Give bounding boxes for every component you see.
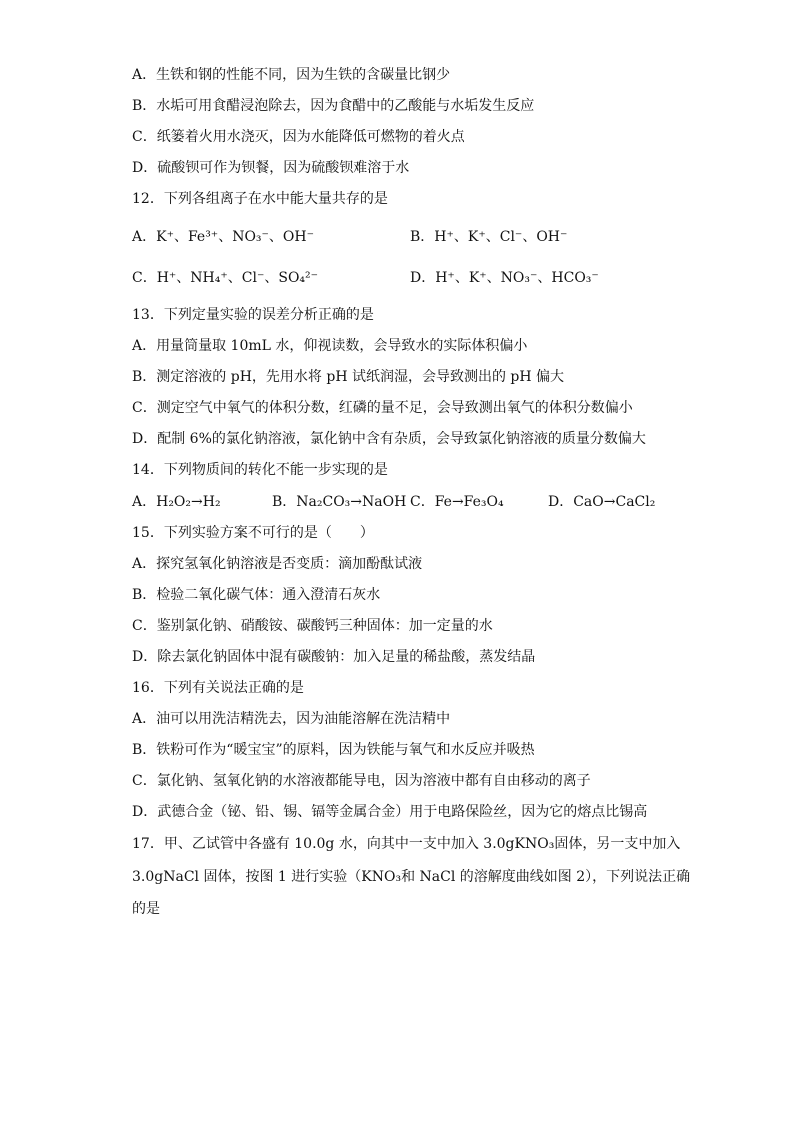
q15-option-c: C．鉴别氯化钠、硝酸铵、碳酸钙三种固体：加一定量的水 bbox=[132, 618, 493, 634]
q13-stem: 13．下列定量实验的误差分析正确的是 bbox=[132, 307, 374, 323]
q15-option-b: B．检验二氧化碳气体：通入澄清石灰水 bbox=[132, 587, 381, 603]
q14-option-b: B．Na₂CO₃→NaOH bbox=[272, 494, 407, 510]
q16-option-b: B．铁粉可作为“暖宝宝”的原料，因为铁能与氧气和水反应并吸热 bbox=[132, 742, 535, 758]
q16-option-a: A．油可以用洗洁精洗去，因为油能溶解在洗洁精中 bbox=[132, 711, 451, 727]
q14-option-a: A．H₂O₂→H₂ bbox=[132, 494, 221, 510]
q12-option-a: A．K⁺、Fe³⁺、NO₃⁻、OH⁻ bbox=[132, 229, 314, 245]
q17-stem-line1: 17．甲、乙试管中各盛有 10.0g 水，向其中一支中加入 3.0gKNO₃固体，另一支中加入 bbox=[132, 836, 681, 852]
q13-option-b: B．测定溶液的 pH，先用水将 pH 试纸润湿，会导致测出的 pH 偏大 bbox=[132, 369, 565, 385]
q14-option-c: C．Fe→Fe₃O₄ bbox=[410, 494, 504, 510]
q15-option-a: A．探究氢氧化钠溶液是否变质：滴加酚酞试液 bbox=[132, 556, 423, 572]
q11-option-a: A．生铁和钢的性能不同，因为生铁的含碳量比钢少 bbox=[132, 67, 451, 83]
q13-option-d: D．配制 6%的氯化钠溶液，氯化钠中含有杂质，会导致氯化钠溶液的质量分数偏大 bbox=[132, 431, 646, 447]
q17-stem-line2: 3.0gNaCl 固体，按图 1 进行实验（KNO₃和 NaCl 的溶解度曲线如图 2），下列说法正确 bbox=[132, 869, 691, 885]
q12-option-b: B．H⁺、K⁺、Cl⁻、OH⁻ bbox=[410, 229, 568, 245]
q12-option-d: D．H⁺、K⁺、NO₃⁻、HCO₃⁻ bbox=[410, 270, 599, 286]
q13-option-a: A．用量筒量取 10mL 水，仰视读数，会导致水的实际体积偏小 bbox=[132, 338, 528, 354]
q11-option-b: B．水垢可用食醋浸泡除去，因为食醋中的乙酸能与水垢发生反应 bbox=[132, 98, 535, 114]
q15-stem: 15．下列实验方案不可行的是（ ） bbox=[132, 525, 374, 541]
q12-option-c: C．H⁺、NH₄⁺、Cl⁻、SO₄²⁻ bbox=[132, 270, 319, 286]
q12-stem: 12．下列各组离子在水中能大量共存的是 bbox=[132, 191, 388, 207]
q16-option-d: D．武德合金（铋、铅、锡、镉等金属合金）用于电路保险丝，因为它的熔点比锡高 bbox=[132, 804, 648, 820]
q14-stem: 14．下列物质间的转化不能一步实现的是 bbox=[132, 462, 388, 478]
q11-option-d: D．硫酸钡可作为钡餐，因为硫酸钡难溶于水 bbox=[132, 160, 410, 176]
q11-option-c: C．纸篓着火用水浇灭，因为水能降低可燃物的着火点 bbox=[132, 129, 465, 145]
q13-option-c: C．测定空气中氧气的体积分数，红磷的量不足，会导致测出氧气的体积分数偏小 bbox=[132, 400, 633, 416]
q16-option-c: C．氯化钠、氢氧化钠的水溶液都能导电，因为溶液中都有自由移动的离子 bbox=[132, 773, 591, 789]
q15-option-d: D．除去氯化钠固体中混有碳酸钠：加入足量的稀盐酸，蒸发结晶 bbox=[132, 649, 536, 665]
q16-stem: 16．下列有关说法正确的是 bbox=[132, 680, 304, 696]
q14-option-d: D．CaO→CaCl₂ bbox=[548, 494, 656, 510]
q17-stem-line3: 的是 bbox=[132, 901, 160, 917]
